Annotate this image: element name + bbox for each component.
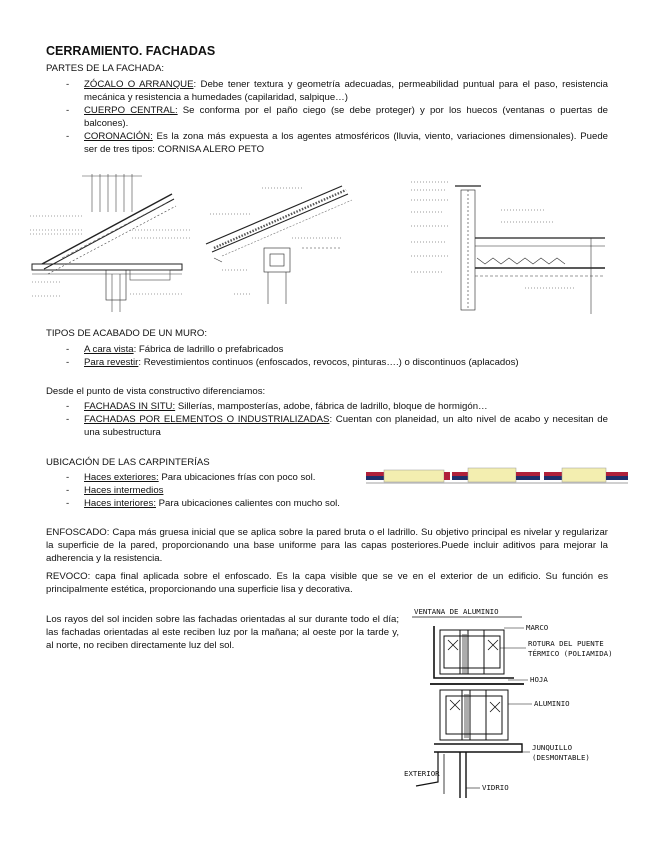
list-item <box>46 343 608 356</box>
wall-segment <box>516 472 540 476</box>
item-term: FACHADAS IN SITU: <box>84 401 176 412</box>
sketch-label-marco: MARCO <box>526 623 549 632</box>
constructivo-list <box>46 400 608 439</box>
wall-segment <box>452 476 468 480</box>
list-item <box>46 413 608 439</box>
wall-segment <box>366 476 384 480</box>
item-text: Para ubicaciones frías con poco sol. <box>158 472 316 483</box>
carpinteria-position-diagram <box>364 466 632 486</box>
item-text: : Revestimientos continuos (enfoscados, revocos, pinturas….) o discontinuos (aplacados) <box>138 357 519 368</box>
item-term: Haces intermedios <box>84 485 164 496</box>
item-term: Para revestir <box>84 357 139 368</box>
window-glass <box>468 468 516 482</box>
wall-segment <box>452 472 468 476</box>
list-item <box>46 356 608 369</box>
item-term: A cara vista <box>84 344 134 355</box>
sol-paragraph: Los rayos del sol inciden sobre las fachadas orientadas al sur durante todo el día; las fachadas orientadas al este reciben luz por la mañana; al oeste por la tarde y, al norte, no reciben directamente luz del sol. <box>46 614 399 651</box>
wall-segment <box>544 472 562 476</box>
page-title: CERRAMIENTO. FACHADAS <box>46 44 216 58</box>
partes-heading: PARTES DE LA FACHADA: <box>46 63 165 74</box>
alero-section-drawing <box>22 172 192 314</box>
sketch-label-aluminio: ALUMINIO <box>534 699 570 708</box>
list-item <box>46 400 608 413</box>
revoco-paragraph: REVOCO: capa final aplicada sobre el enfoscado. Es la capa visible que se ve en el exterior de un edificio. Su función es principalmente estética, proporcionando una superficie lisa y decorativa. <box>46 571 608 595</box>
list-item <box>46 104 608 130</box>
item-text: : Fábrica de ladrillo o prefabricados <box>133 344 284 355</box>
item-text: : Cuentan con planeidad, un alto nivel de acabo y necesitan de una subestructura <box>84 414 608 438</box>
wall-segment <box>544 476 562 480</box>
carpinterias-heading: UBICACIÓN DE LAS CARPINTERÍAS <box>46 457 210 468</box>
sketch-label-hoja: HOJA <box>530 675 548 684</box>
item-term: CUERPO CENTRAL: <box>84 105 178 116</box>
item-term: FACHADAS POR ELEMENTOS O INDUSTRIALIZADAS <box>84 414 330 425</box>
list-item <box>46 484 376 497</box>
acabado-list <box>46 343 608 369</box>
item-text: Para ubicaciones calientes con mucho sol. <box>155 498 340 509</box>
item-text: Sillerías, mamposterías, adobe, fábrica de ladrillo, bloque de hormigón… <box>175 401 488 412</box>
sketch-title: VENTANA DE ALUMINIO <box>414 607 499 616</box>
list-item <box>46 130 608 156</box>
sketch-label-exterior: EXTERIOR <box>404 769 440 778</box>
item-term: CORONACIÓN: <box>84 131 153 142</box>
item-term: Haces exteriores: <box>84 472 159 483</box>
list-item <box>46 78 608 104</box>
item-text: : Debe tener textura y geometría adecuadas, permeabilidad puntual para el paso, resistencia mecánica y resistencia a humedades (capilaridad, salpique…) <box>84 79 608 103</box>
list-item <box>46 497 376 510</box>
enfoscado-paragraph: ENFOSCADO: Capa más gruesa inicial que se aplica sobre la pared bruta o el ladrillo. Su objetivo principal es nivelar y regularizar la superficie de la pared, proporcionando una base uniforme para las capas posteriores.Puede incluir aditivos para mejorar la adherencia y la resistencia. <box>46 527 608 564</box>
sketch-label-rotura: ROTURA DEL PUENTE <box>528 639 604 648</box>
window-glass <box>562 468 606 482</box>
carpinterias-list <box>46 471 376 510</box>
peto-section-drawing <box>405 176 613 316</box>
item-text: Se conforma por el paño ciego (se debe proteger) y por los huecos (ventanas o puertas de balcones). <box>84 105 609 129</box>
partes-list <box>46 78 608 156</box>
sketch-label-vidrio: VIDRIO <box>482 783 509 792</box>
wall-segment <box>606 476 628 480</box>
item-term: ZÓCALO O ARRANQUE <box>84 79 194 90</box>
wall-segment <box>366 472 384 476</box>
wall-segment <box>606 472 628 476</box>
wall-segment <box>516 476 540 480</box>
cubierta-perspective-drawing <box>192 178 378 308</box>
sketch-label-desmontable: (DESMONTABLE) <box>532 753 590 762</box>
wall-segment <box>444 472 450 480</box>
sketch-label-termico: TÉRMICO (POLIAMIDA) <box>528 649 613 658</box>
item-term: Haces interiores: <box>84 498 156 509</box>
ventana-aluminio-sketch <box>404 604 634 800</box>
item-text: Es la zona más expuesta a los agentes atmosféricos (lluvia, viento, variaciones dimensionales). Puede ser de tres tipos: CORNISA ALERO PETO <box>84 131 608 155</box>
acabado-heading: TIPOS DE ACABADO DE UN MURO: <box>46 328 207 339</box>
sketch-label-junquillo: JUNQUILLO <box>532 743 573 752</box>
list-item <box>46 471 376 484</box>
constructivo-heading: Desde el punto de vista constructivo diferenciamos: <box>46 386 266 397</box>
window-glass <box>384 470 444 482</box>
